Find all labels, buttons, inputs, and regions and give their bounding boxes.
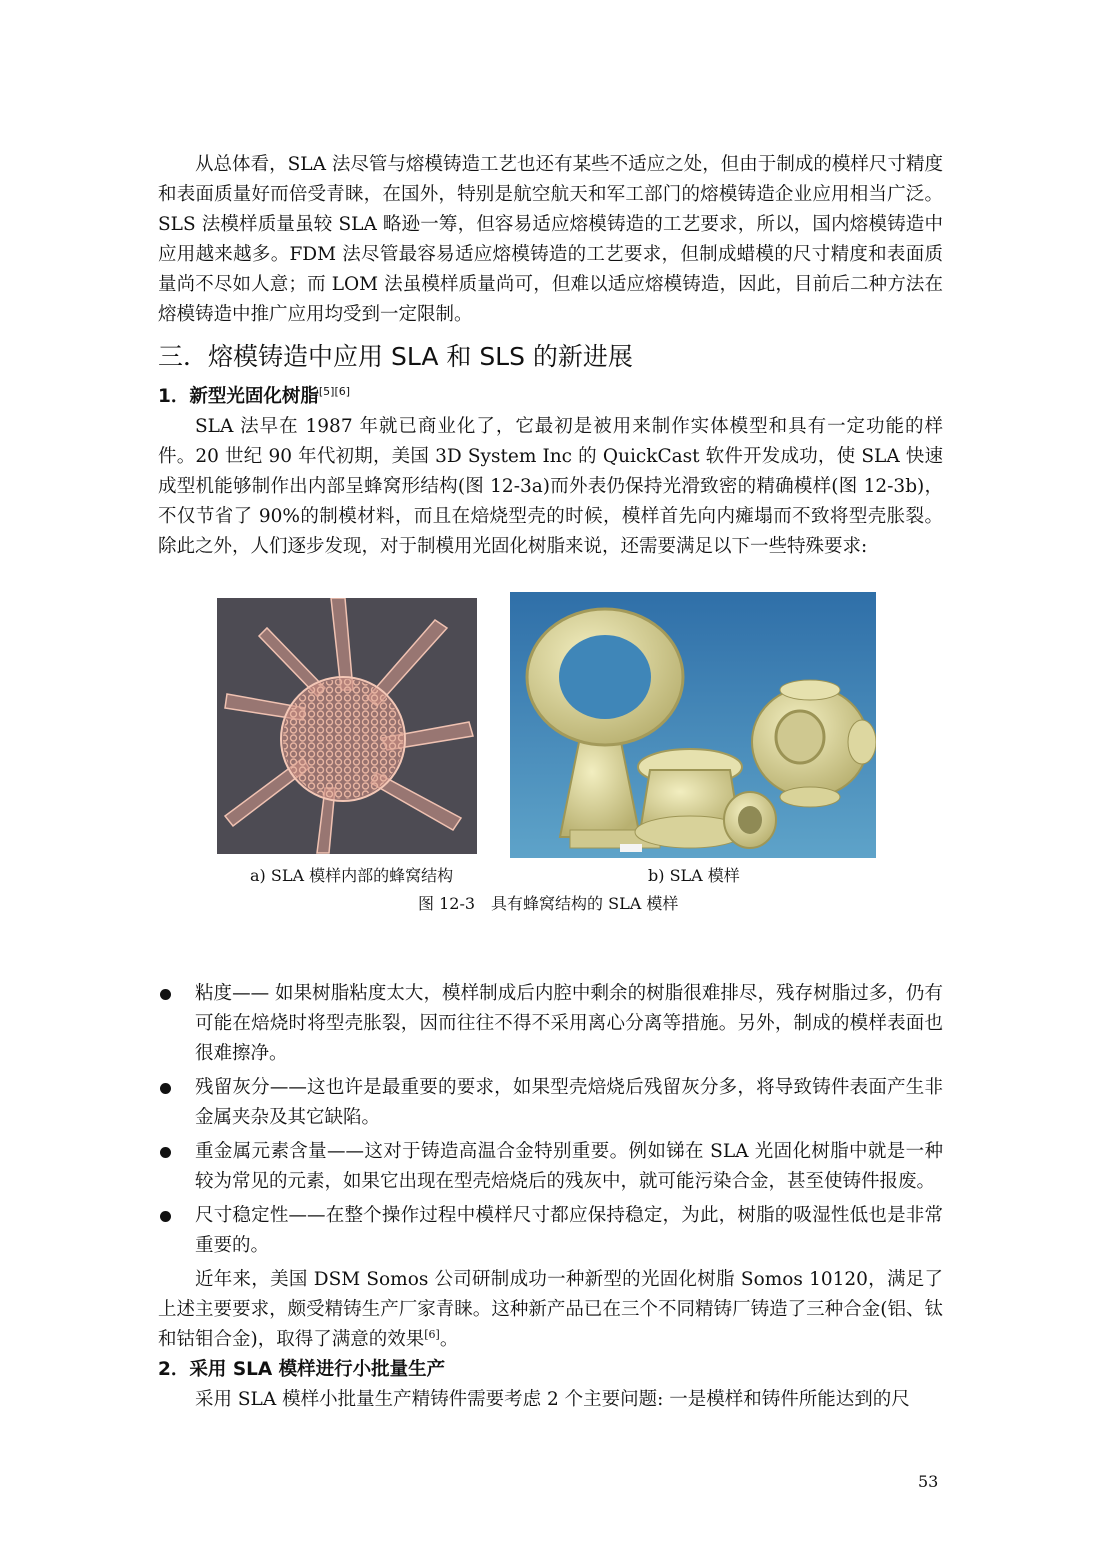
caption-b: b) SLA 模样 xyxy=(648,866,740,885)
subsection-title-1 xyxy=(158,382,943,412)
paragraph-somos-text: 近年来，美国 DSM Somos 公司研制成功一种新型的光固化树脂 Somos 10120，满足了上述主要要求，颇受精铸生产厂家青睐。这种新产品已在三个不同精铸厂铸造了三种合金(铝、钛和钴钼合金)，取得了满意的效果 xyxy=(158,1269,943,1350)
section-title: 三．熔模铸造中应用 SLA 和 SLS 的新进展 xyxy=(158,342,633,371)
page-number: 53 xyxy=(918,1472,939,1491)
list-item-text: 重金属元素含量——这对于铸造高温合金特别重要。例如锑在 SLA 光固化树脂中就是一种较为常见的元素，如果它出现在型壳焙烧后的残灰中，就可能污染合金，甚至使铸件报废。 xyxy=(195,1141,943,1192)
requirements-list xyxy=(158,979,943,1261)
subsection-title-1-ref: [5][6] xyxy=(318,384,351,398)
figure-image-sla-pattern xyxy=(510,592,876,858)
figure-image-honeycomb xyxy=(217,598,477,854)
subsection-title-1-text: 1．新型光固化树脂 xyxy=(158,386,319,407)
page-content xyxy=(158,150,943,1415)
bullet-icon xyxy=(160,1083,171,1094)
paragraph-summary: 从总体看，SLA 法尽管与熔模铸造工艺也还有某些不适应之处，但由于制成的模样尺寸精度和表面质量好而倍受青睐，在国外，特别是航空航天和军工部门的熔模铸造企业应用相当广泛。SLS 法模样质量虽较 SLA 略逊一筹，但容易适应熔模铸造的工艺要求，所以，国内熔模铸造中应用越来越多。FDM 法尽管最容易适应熔模铸造的工艺要求，但制成蜡模的尺寸精度和表面质量尚不尽如人意；而 LOM 法虽模样质量尚可，但难以适应熔模铸造，因此，目前后二种方法在熔模铸造中推广应用均受到一定限制。 xyxy=(158,154,943,325)
paragraph-sla-history: SLA 法早在 1987 年就已商业化了，它最初是被用来制作实体模型和具有一定功能的样件。20 世纪 90 年代初期，美国 3D System Inc 的 QuickCast 软件开发成功，使 SLA 快速成型机能够制作出内部呈蜂窝形结构(图 12-3a)而外表仍保持光滑致密的精确模样(图 12-3b)，不仅节省了 90%的制模材料，而且在焙烧型壳的时候，模样首先向内瘫塌而不致将型壳胀裂。除此之外，人们逐步发现，对于制模用光固化树脂来说，还需要满足以下一些特殊要求: xyxy=(158,416,943,557)
figure-12-3 xyxy=(158,582,943,967)
bullet-icon xyxy=(160,1147,171,1158)
subsection-title-2: 2．采用 SLA 模样进行小批量生产 xyxy=(158,1359,446,1380)
list-item-text: 粘度—— 如果树脂粘度太大，模样制成后内腔中剩余的树脂很难排尽，残存树脂过多，仍有可能在焙烧时将型壳胀裂，因而往往不得不采用离心分离等措施。另外，制成的模样表面也很难擦净。 xyxy=(195,983,943,1064)
list-item xyxy=(158,1073,943,1133)
list-item-text: 残留灰分——这也许是最重要的要求，如果型壳焙烧后残留灰分多，将导致铸件表面产生非金属夹杂及其它缺陷。 xyxy=(195,1077,943,1128)
figure-caption: 图 12-3 具有蜂窝结构的 SLA 模样 xyxy=(418,894,679,913)
bullet-icon xyxy=(160,1211,171,1222)
paragraph-somos-ref: [6] xyxy=(424,1327,440,1341)
caption-a: a) SLA 模样内部的蜂窝结构 xyxy=(250,866,454,885)
list-item xyxy=(158,1137,943,1197)
sla-pattern-picture xyxy=(510,592,876,858)
paragraph-somos xyxy=(158,1265,943,1355)
list-item xyxy=(158,1201,943,1261)
paragraph-small-batch: 采用 SLA 模样小批量生产精铸件需要考虑 2 个主要问题: 一是模样和铸件所能达到的尺 xyxy=(195,1389,910,1410)
list-item-text: 尺寸稳定性——在整个操作过程中模样尺寸都应保持稳定，为此，树脂的吸湿性低也是非常重要的。 xyxy=(195,1205,943,1256)
list-item xyxy=(158,979,943,1069)
bullet-icon xyxy=(160,989,171,1000)
paragraph-somos-end: 。 xyxy=(439,1329,459,1350)
honeycomb-picture xyxy=(217,598,477,854)
